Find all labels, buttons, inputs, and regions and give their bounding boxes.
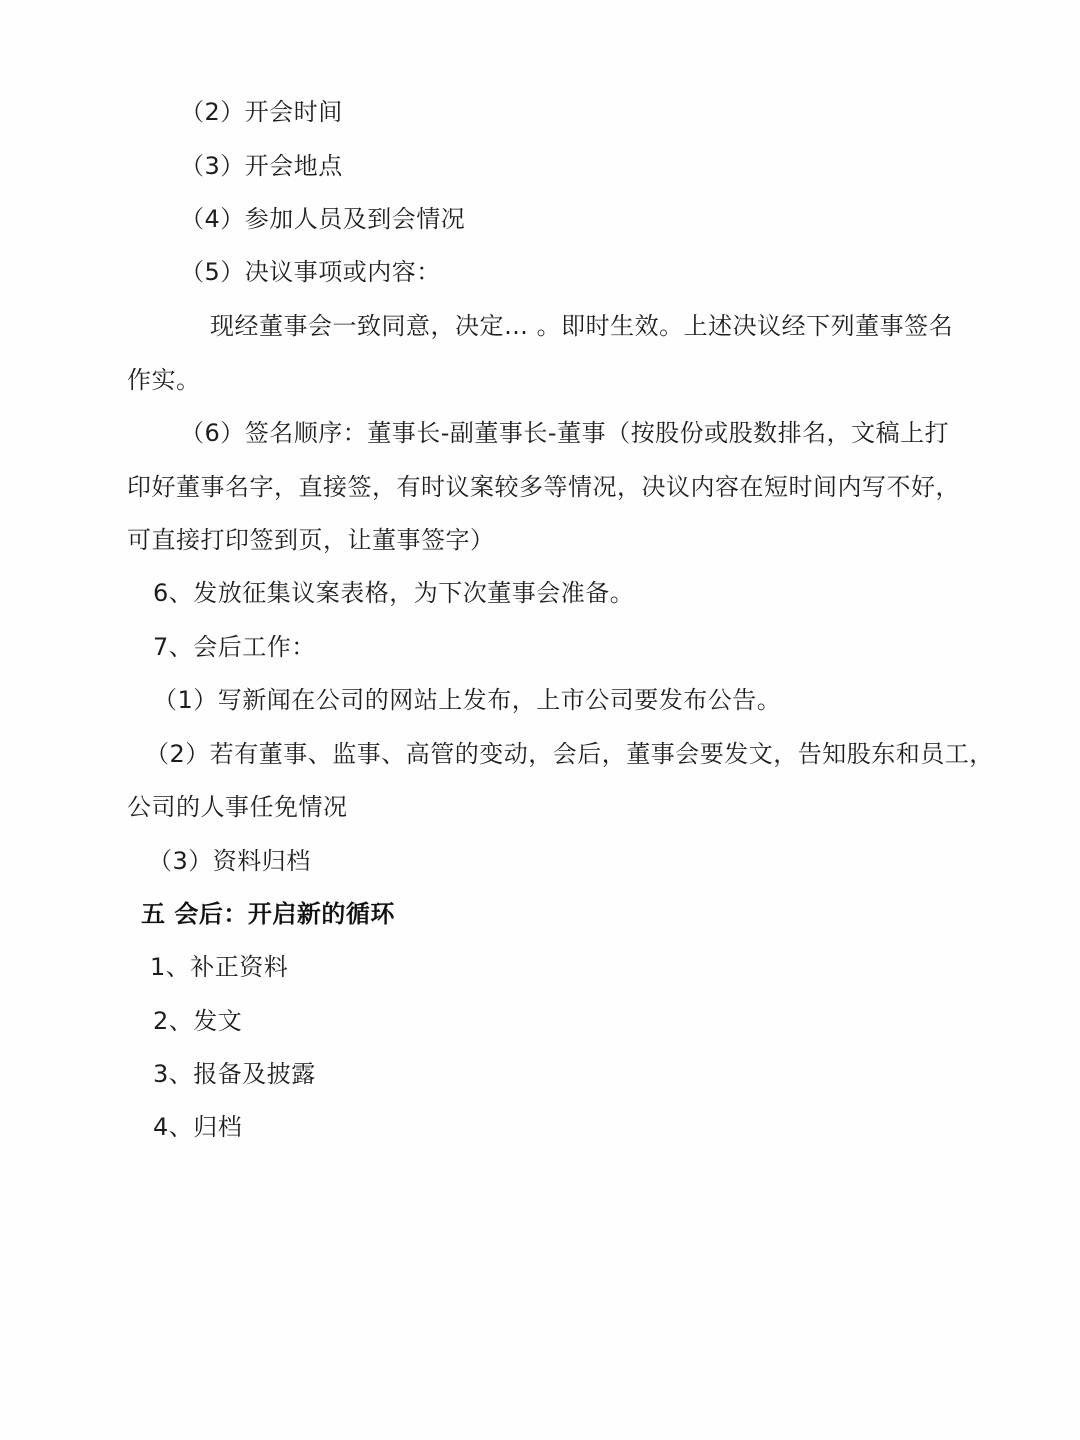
- item-resolution-heading: （5）决议事项或内容：: [180, 258, 441, 286]
- item-news-release: （1）写新闻在公司的网站上发布，上市公司要发布公告。: [153, 686, 782, 714]
- list-item-dispatch: 2、发文: [153, 1007, 243, 1035]
- list-item-filing-disclosure: 3、报备及披露: [153, 1060, 316, 1088]
- paragraph-resolution-line-1: 现经董事会一致同意，决定… 。即时生效。上述决议经下列董事签名: [210, 312, 954, 340]
- item-post-meeting-work: 7、会后工作：: [153, 633, 316, 661]
- item-archive-materials: （3）资料归档: [148, 847, 311, 875]
- item-attendees: （4）参加人员及到会情况: [180, 205, 466, 233]
- item-meeting-time: （2）开会时间: [180, 98, 343, 126]
- paragraph-signing-line-1: （6）签名顺序：董事长-副董事长-董事（按股份或股数排名，文稿上打: [180, 419, 950, 447]
- paragraph-signing-line-3: 可直接打印签到页，让董事签字）: [127, 526, 495, 554]
- item-personnel-change-line-2: 公司的人事任免情况: [127, 793, 348, 821]
- paragraph-signing-line-2: 印好董事名字，直接签，有时议案较多等情况，决议内容在短时间内写不好，: [127, 473, 960, 501]
- section-heading-5: 五 会后：开启新的循环: [141, 900, 395, 928]
- list-item-archive: 4、归档: [153, 1113, 243, 1141]
- item-meeting-location: （3）开会地点: [180, 152, 343, 180]
- list-item-supplement: 1、补正资料: [150, 953, 289, 981]
- item-personnel-change-line-1: （2）若有董事、监事、高管的变动，会后，董事会要发文，告知股东和员工，: [145, 740, 994, 768]
- item-distribute-forms: 6、发放征集议案表格，为下次董事会准备。: [153, 579, 635, 607]
- paragraph-resolution-line-2: 作实。: [127, 366, 201, 394]
